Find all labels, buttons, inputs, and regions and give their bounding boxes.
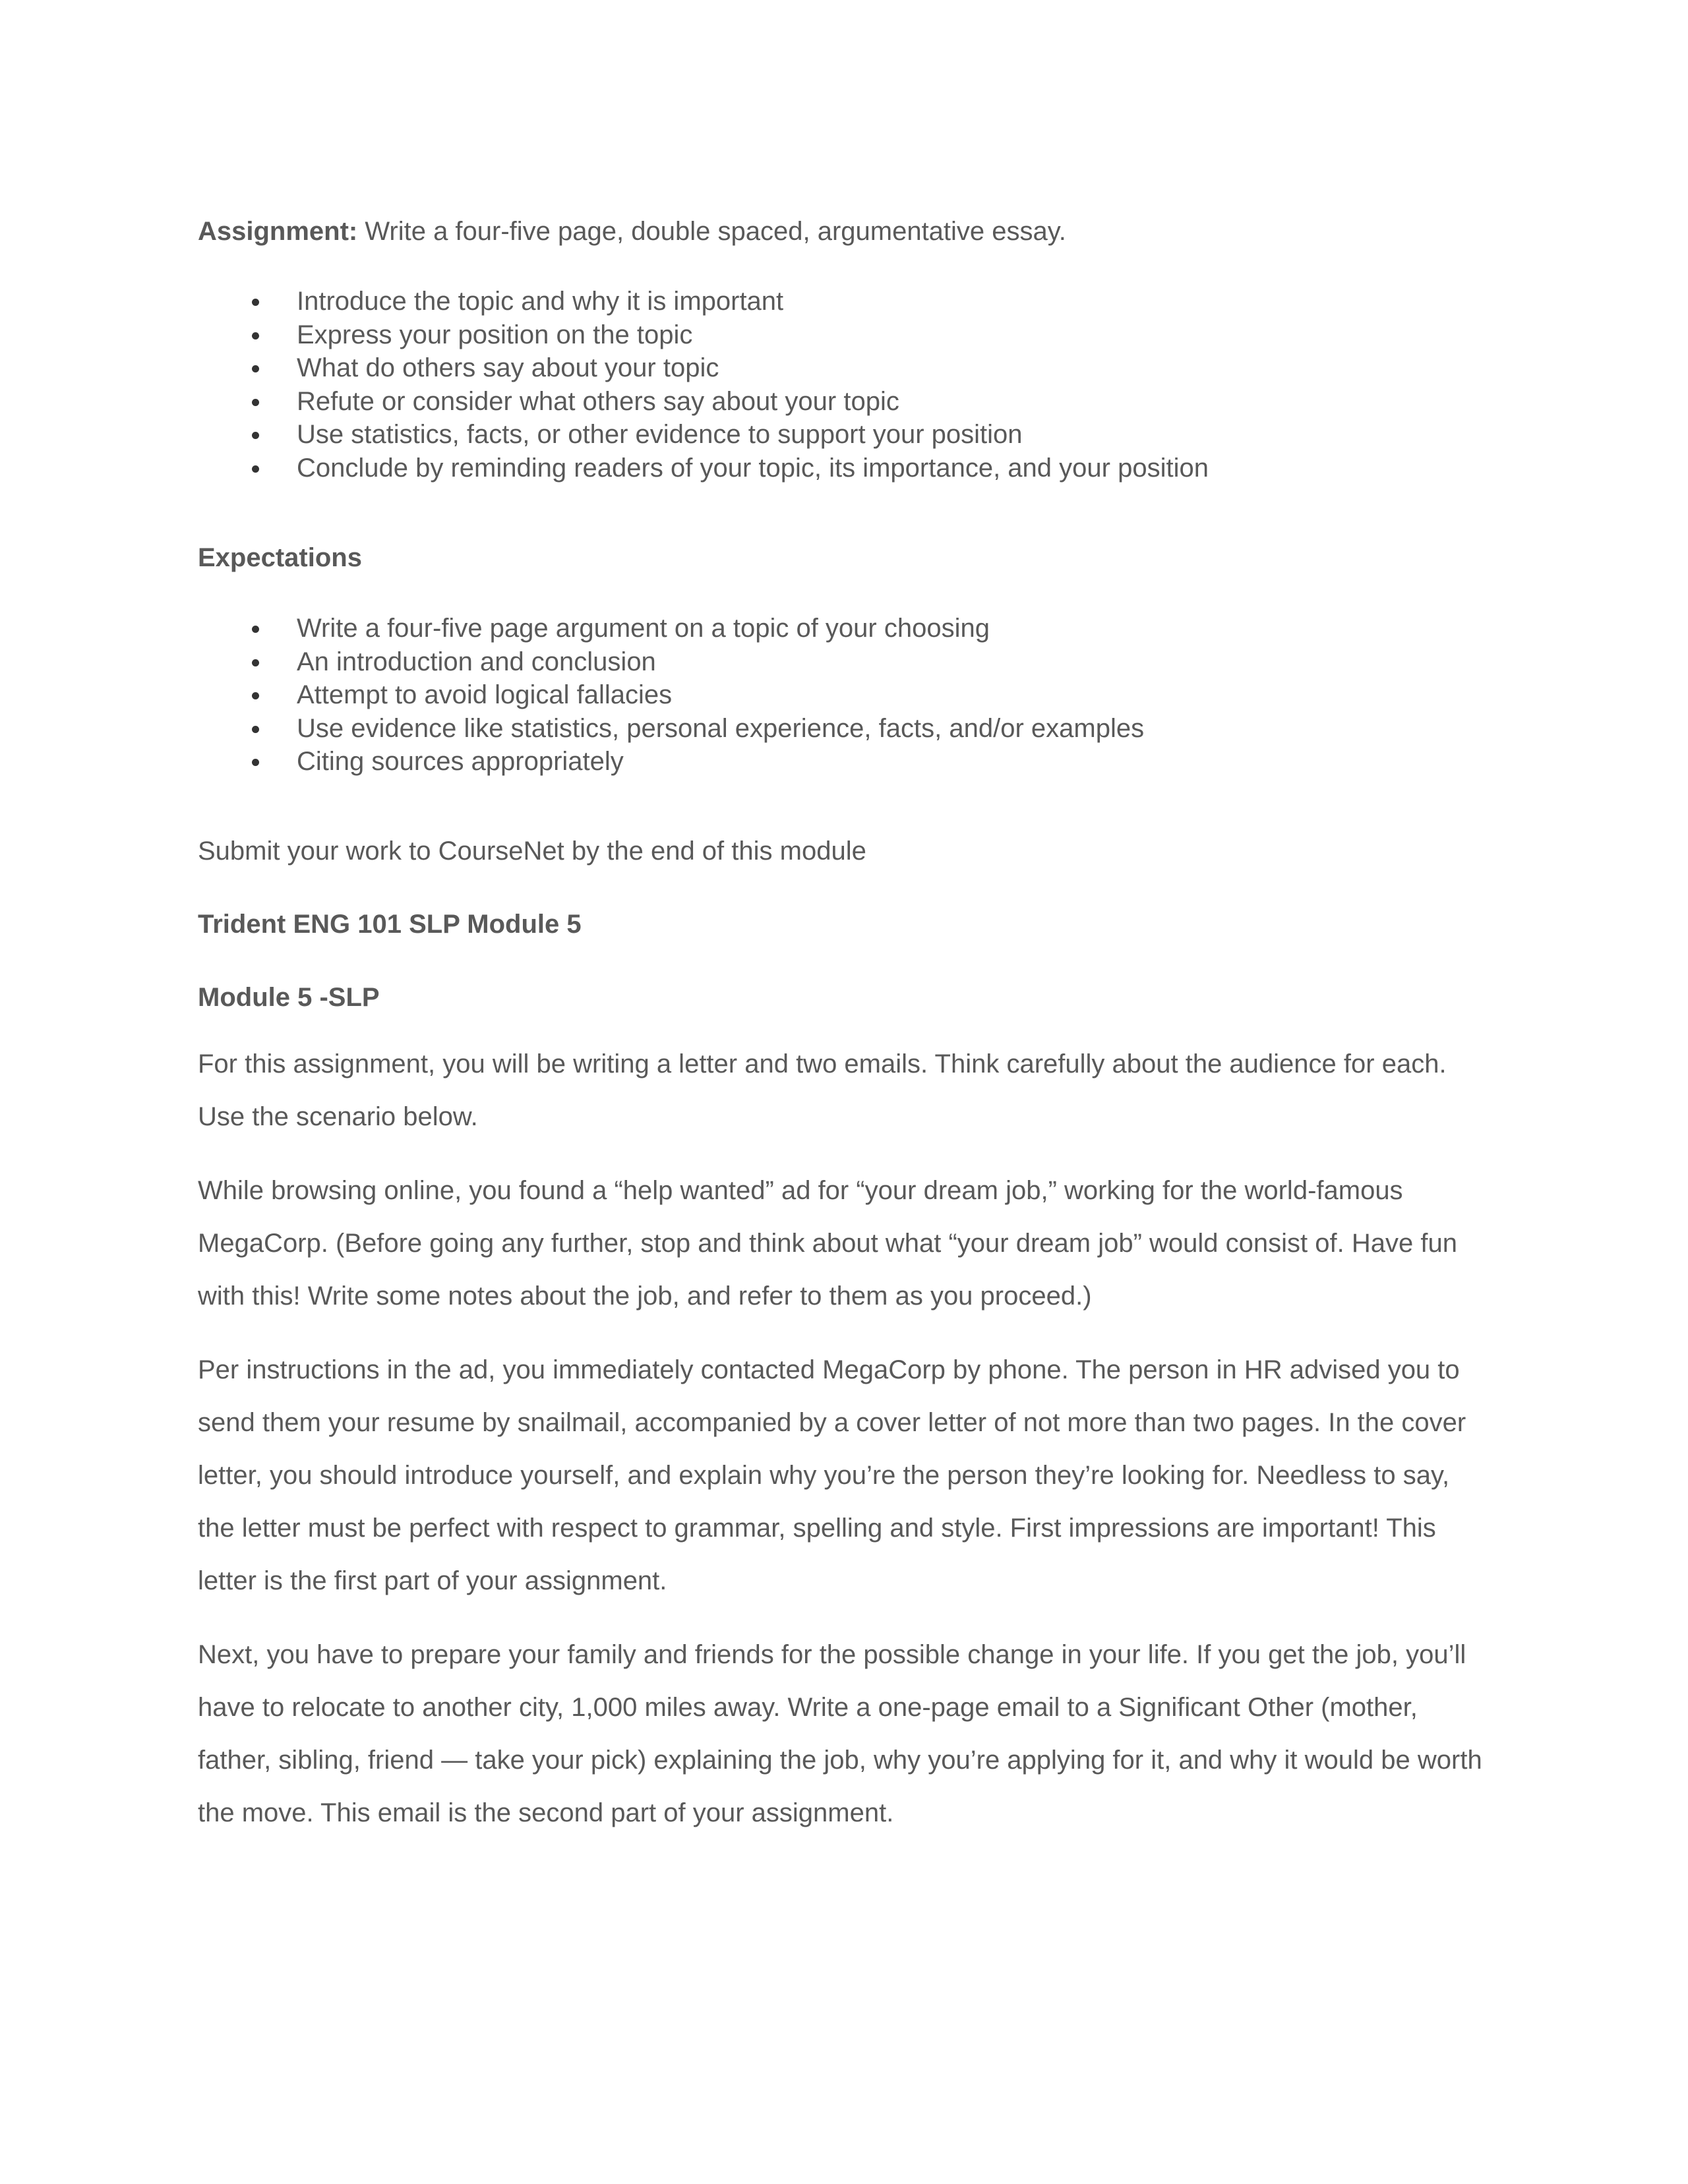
bullet-icon [252, 626, 259, 633]
list-item: Conclude by reminding readers of your topic, its importance, and your position [198, 452, 1490, 485]
bullet-icon [252, 299, 259, 306]
bullet-icon [252, 692, 259, 699]
list-item: What do others say about your topic [198, 351, 1490, 385]
list-item: Refute or consider what others say about your topic [198, 385, 1490, 419]
list-item: An introduction and conclusion [198, 645, 1490, 679]
assignment-line [198, 215, 1490, 248]
bullet-icon [252, 365, 259, 372]
course-title: Trident ENG 101 SLP Module 5 [198, 909, 582, 939]
paragraph-intro: For this assignment, you will be writing a letter and two emails. Think carefully about the audience for each. Use the scenario below. [198, 1049, 1447, 1131]
list-item: Use statistics, facts, or other evidence to support your position [198, 418, 1490, 452]
list-item: Use evidence like statistics, personal experience, facts, and/or examples [198, 712, 1490, 746]
bullet-icon [252, 759, 259, 766]
bullet-icon [252, 726, 259, 733]
assignment-text: Write a four-five page, double spaced, argumentative essay. [357, 217, 1066, 246]
list-item: Write a four-five page argument on a topic of your choosing [198, 612, 1490, 645]
document-page [198, 215, 1490, 1839]
list-item: Citing sources appropriately [198, 745, 1490, 779]
bullet-icon [252, 432, 259, 439]
submit-note: Submit your work to CourseNet by the end of this module [198, 836, 866, 866]
module-title: Module 5 -SLP [198, 982, 380, 1012]
list-item: Introduce the topic and why it is important [198, 285, 1490, 318]
bullet-icon [252, 399, 259, 406]
paragraph-email: Next, you have to prepare your family and friends for the possible change in your life. If you get the job, you’ll have to relocate to another city, 1,000 miles away. Write a one-page email to a Significant Other (mother, father, sibling, friend — take your pick) explaining the job, why you’re applying for it, and why it would be worth the move. This email is the second part of your assignment. [198, 1639, 1482, 1827]
paragraph-cover-letter: Per instructions in the ad, you immediately contacted MegaCorp by phone. The person in HR advised you to send them your resume by snailmail, accompanied by a cover letter of not more than two pages. In the cover letter, you should introduce yourself, and explain why you’re the person they’re looking for. Needless to say, the letter must be perfect with respect to grammar, spelling and style. First impressions are important! This letter is the first part of your assignment. [198, 1355, 1466, 1595]
expectations-list [198, 612, 1490, 779]
list-item: Attempt to avoid logical fallacies [198, 678, 1490, 712]
expectations-heading: Expectations [198, 543, 362, 572]
list-item: Express your position on the topic [198, 318, 1490, 352]
bullet-icon [252, 332, 259, 339]
bullet-icon [252, 659, 259, 666]
assignment-list [198, 285, 1490, 485]
paragraph-scenario: While browsing online, you found a “help wanted” ad for “your dream job,” working for the world-famous MegaCorp. (Before going any further, stop and think about what “your dream job” would consist of. Have fun with this! Write some notes about the job, and refer to them as you proceed.) [198, 1175, 1457, 1311]
assignment-label: Assignment: [198, 217, 358, 246]
bullet-icon [252, 465, 259, 473]
